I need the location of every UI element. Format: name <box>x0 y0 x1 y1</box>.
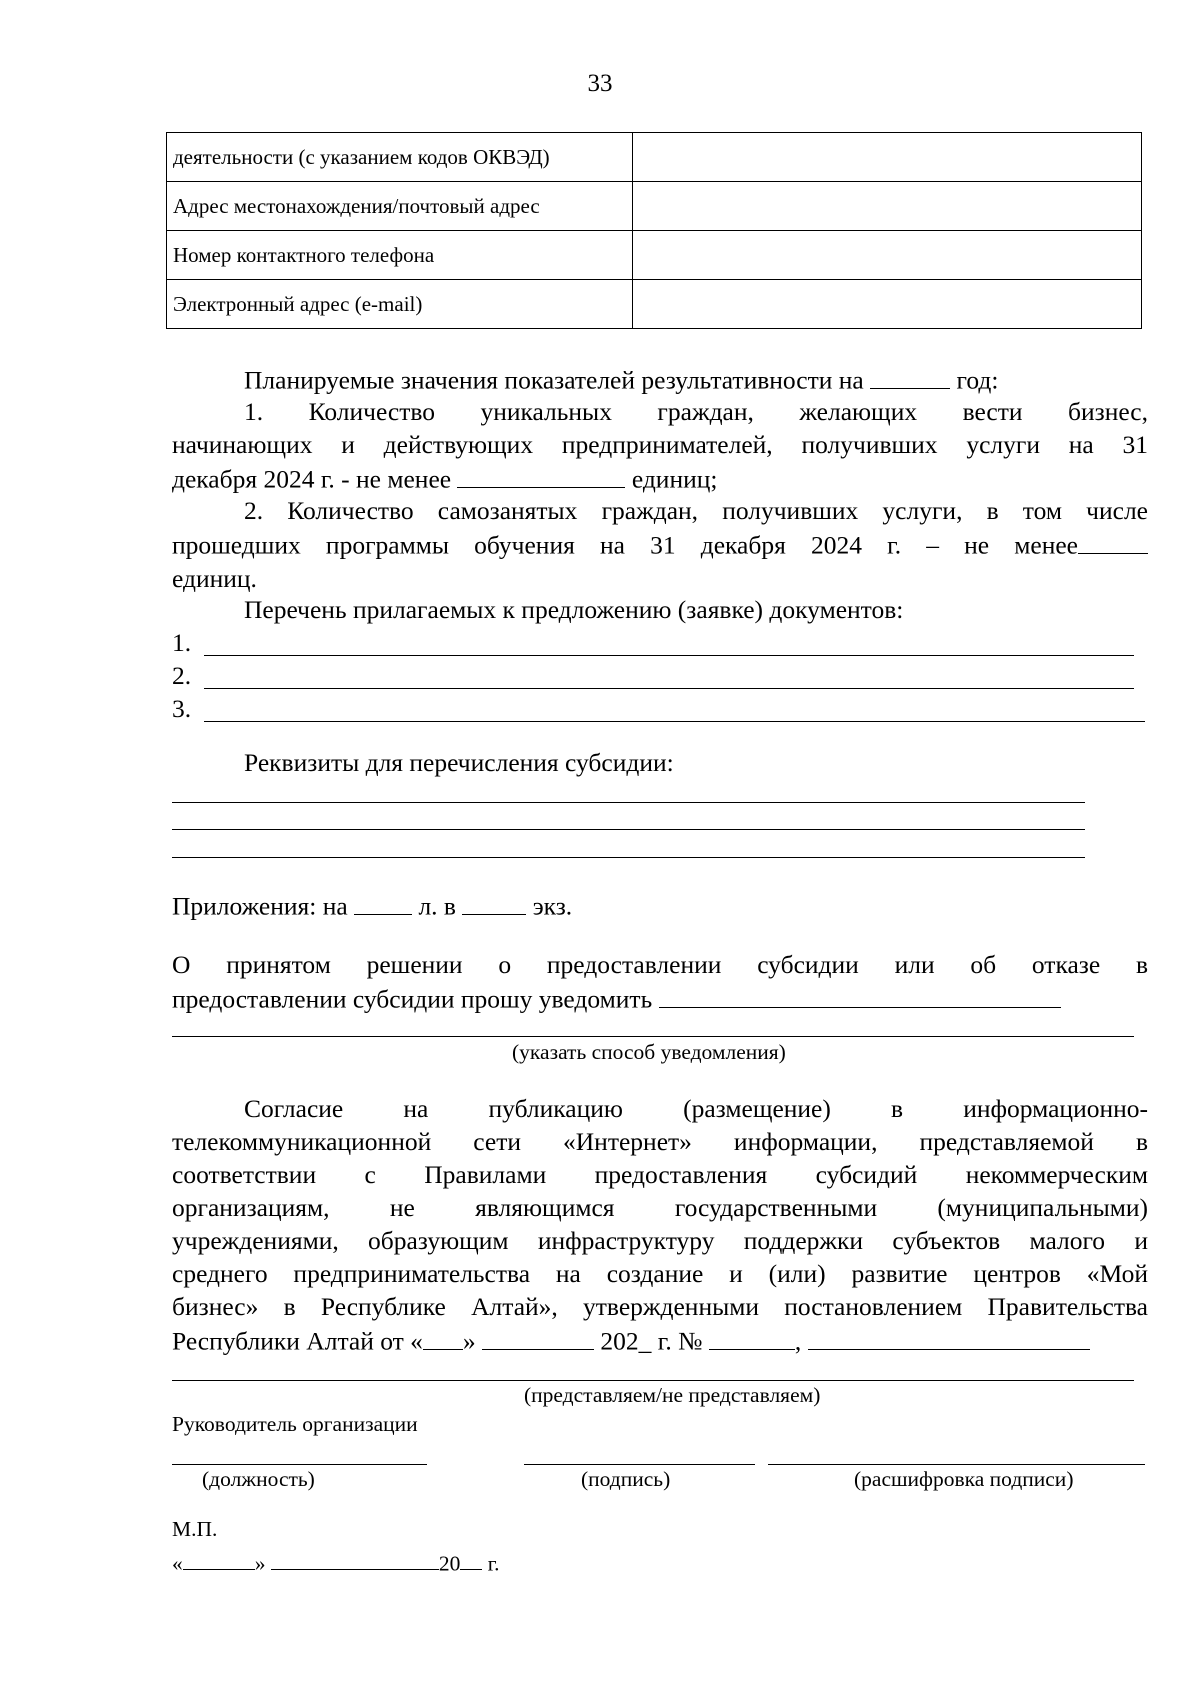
self-employed-blank[interactable] <box>1078 527 1148 554</box>
table-cell-label: деятельности (с указанием кодов ОКВЭД) <box>167 133 633 182</box>
table-cell-value[interactable] <box>633 280 1142 329</box>
decree-month-blank[interactable] <box>482 1323 594 1350</box>
requisites-line-2[interactable] <box>172 829 1085 830</box>
document-item-1-label: 1. <box>172 628 192 657</box>
document-item-1-line[interactable] <box>204 655 1134 656</box>
table-row <box>167 133 1142 182</box>
document-item-3-line[interactable] <box>204 721 1145 722</box>
consent-line[interactable] <box>172 1380 1134 1381</box>
notification-block: О принятом решении о предоставлении субсидии или об отказе в предоставлении субсидии прошу уведомить <box>172 950 1148 1014</box>
consent-block: Согласие на публикацию (размещение) в информационно- телекоммуникационной сети «Интернет» информации, представляемой в соответствии с Правилами предоставления субсидий некоммерческим организациям, не являющимся государственными (муниципальными) учреждениями, образующим инфраструктуру поддержки субъектов малого и среднего предпринимательства на создание и (или) развитие центров «Мой бизнес» в Республике Алтай», утвержденными постановлением Правительства <box>172 1094 1148 1321</box>
year-blank[interactable] <box>870 362 950 389</box>
notification-line[interactable] <box>172 1036 1134 1037</box>
stamp-label: М.П. <box>172 1517 218 1541</box>
table-cell-label: Адрес местонахождения/почтовый адрес <box>167 182 633 231</box>
notification-caption: (указать способ уведомления) <box>512 1040 786 1064</box>
copies-blank[interactable] <box>462 888 526 915</box>
document-item-3-label: 3. <box>172 694 192 723</box>
date-month-blank[interactable] <box>271 1550 439 1570</box>
decree-day-blank[interactable] <box>423 1323 463 1350</box>
table-row <box>167 231 1142 280</box>
document-item-2-label: 2. <box>172 661 192 690</box>
head-label: Руководитель организации <box>172 1412 418 1436</box>
decoding-line[interactable] <box>768 1464 1145 1465</box>
sheets-blank[interactable] <box>354 888 412 915</box>
table-cell-value[interactable] <box>633 231 1142 280</box>
table-cell-label: Электронный адрес (e-mail) <box>167 280 633 329</box>
page-number: 33 <box>587 70 613 97</box>
documents-heading: Перечень прилагаемых к предложению (заявке) документов: <box>244 595 904 624</box>
table-row <box>167 182 1142 231</box>
requisites-line-3[interactable] <box>172 857 1085 858</box>
decoding-caption: (расшифровка подписи) <box>854 1467 1074 1491</box>
table-cell-value[interactable] <box>633 133 1142 182</box>
indicators-intro: Планируемые значения показателей результативности на год: <box>244 362 998 397</box>
position-caption: (должность) <box>202 1467 315 1491</box>
consent-last-line: Республики Алтай от « » 202_ г. № , <box>172 1323 1090 1358</box>
consent-caption: (представляем/не представляем) <box>524 1383 821 1407</box>
position-line[interactable] <box>172 1464 427 1465</box>
requisites-line-1[interactable] <box>172 802 1085 803</box>
date-day-blank[interactable] <box>183 1550 255 1570</box>
notification-method-blank[interactable] <box>659 981 1061 1008</box>
table-cell-value[interactable] <box>633 182 1142 231</box>
document-item-2-line[interactable] <box>204 688 1134 689</box>
signature-line[interactable] <box>524 1464 755 1465</box>
consent-status-blank[interactable] <box>808 1323 1090 1350</box>
decree-number-blank[interactable] <box>709 1323 795 1350</box>
indicator-item-2: 2. Количество самозанятых граждан, получивших услуги, в том числе прошедших программы обучения на 31 декабря 2024 г. – не менее единиц. <box>172 496 1148 593</box>
date-year-blank[interactable] <box>460 1550 482 1570</box>
organization-info-table <box>166 132 1142 329</box>
table-row <box>167 280 1142 329</box>
unique-citizens-blank[interactable] <box>457 461 625 488</box>
signature-caption: (подпись) <box>581 1467 671 1491</box>
indicator-item-1: 1. Количество уникальных граждан, желающих вести бизнес, начинающих и действующих предпринимателей, получивших услуги на 31 декабря 2024 г. - не менее единиц; <box>172 397 1148 494</box>
requisites-heading: Реквизиты для перечисления субсидии: <box>244 748 674 777</box>
date-line: « » 20 г. <box>172 1551 500 1576</box>
attachments-line: Приложения: на л. в экз. <box>172 888 572 923</box>
table-cell-label: Номер контактного телефона <box>167 231 633 280</box>
